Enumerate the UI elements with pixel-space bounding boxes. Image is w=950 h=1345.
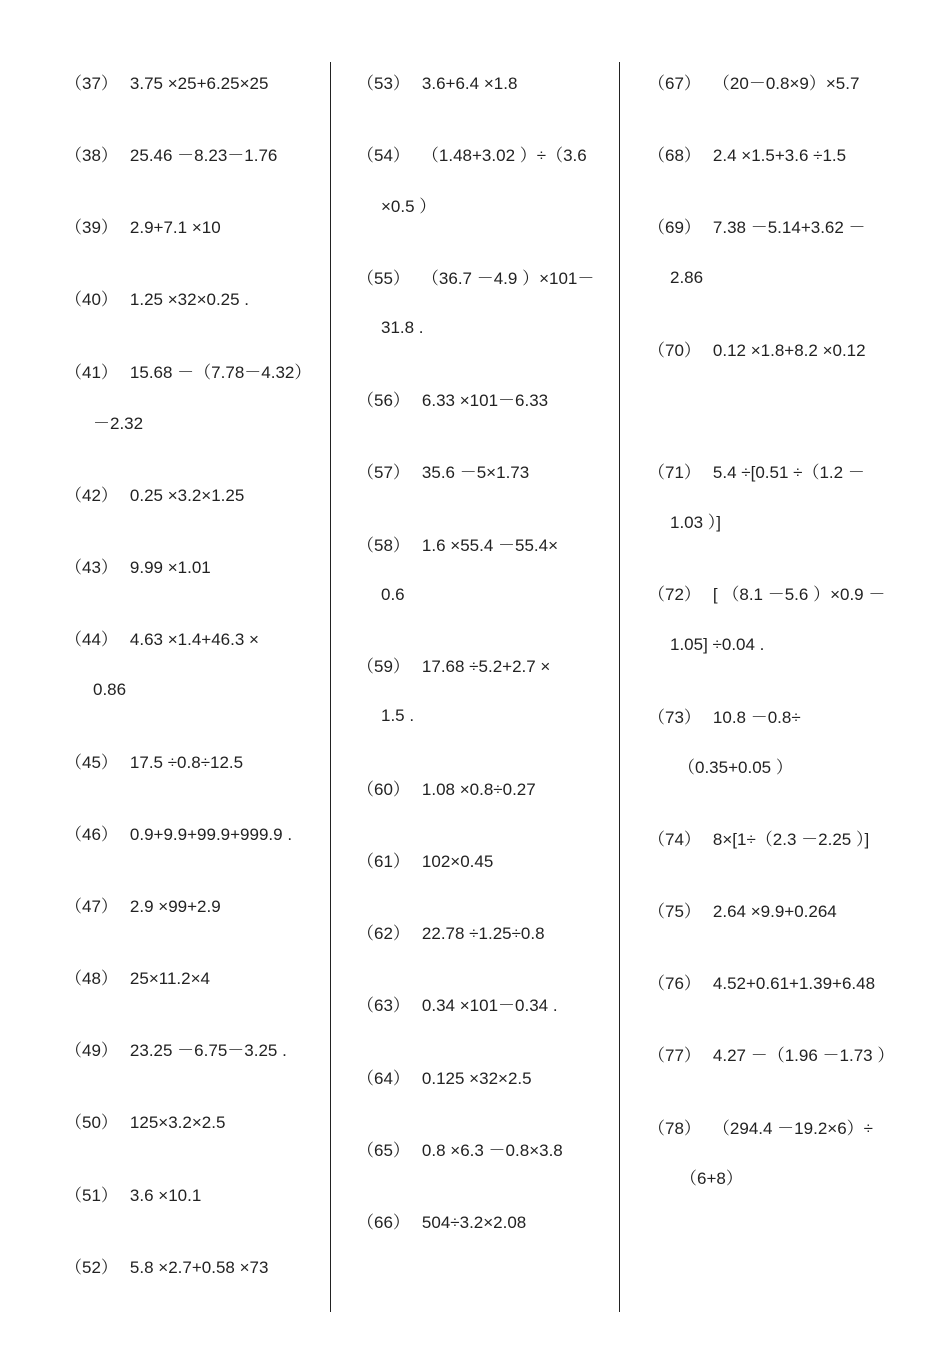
problem-expression: 504÷3.2×2.08 (421, 1213, 527, 1232)
problem-number: （54） (357, 146, 410, 165)
problem-expression: 15.68 －（7.78－4.32） (129, 363, 312, 382)
problem-item (357, 1069, 532, 1089)
problem-number: （50） (65, 1113, 118, 1132)
problem-expression-continuation: 2.86 (670, 268, 704, 287)
problem-expression: 1.08 ×0.8÷0.27 (421, 780, 536, 799)
problem-expression: 22.78 ÷1.25÷0.8 (421, 924, 545, 943)
problem-number: （52） (65, 1258, 118, 1277)
problem-item (357, 269, 594, 289)
problem-expression: 2.9+7.1 ×10 (129, 218, 221, 237)
problem-item (357, 996, 558, 1016)
problem-expression: 1.25 ×32×0.25 . (129, 290, 250, 309)
column-divider (619, 62, 620, 1312)
problem-number: （41） (65, 363, 118, 382)
problem-item (357, 74, 517, 94)
problem-number: （44） (65, 630, 118, 649)
problem-expression: 10.8 －0.8÷ (712, 708, 801, 727)
problem-number: （47） (65, 897, 118, 916)
problem-item (65, 1041, 287, 1061)
problem-expression: 4.63 ×1.4+46.3 × (129, 630, 259, 649)
problem-expression: 8×[1÷（2.3 －2.25 ）] (712, 830, 870, 849)
problem-number: （78） (648, 1119, 701, 1138)
problem-number: （40） (65, 290, 118, 309)
problem-item (65, 486, 244, 506)
problem-item (648, 74, 859, 94)
problem-item (357, 463, 529, 483)
problem-expression: 0.9+9.9+99.9+999.9 . (129, 825, 293, 844)
problem-expression-continuation: 1.03 ）] (670, 513, 722, 532)
problem-number: （43） (65, 558, 118, 577)
problem-number: （77） (648, 1046, 701, 1065)
problem-item (648, 1046, 894, 1066)
problem-item (648, 585, 885, 605)
problem-item (65, 146, 277, 166)
problem-number: （72） (648, 585, 701, 604)
problem-number: （67） (648, 74, 701, 93)
problem-item (65, 825, 292, 845)
problem-number: （39） (65, 218, 118, 237)
problem-expression: 17.68 ÷5.2+2.7 × (421, 657, 551, 676)
problem-item (357, 146, 587, 166)
problem-item (65, 1186, 201, 1206)
problem-expression-continuation: 1.05] ÷0.04 . (670, 635, 765, 654)
problem-expression: 4.52+0.61+1.39+6.48 (712, 974, 876, 993)
problem-expression: [ （8.1 －5.6 ）×0.9 － (712, 585, 886, 604)
problem-expression: 3.75 ×25+6.25×25 (129, 74, 269, 93)
problem-number: （53） (357, 74, 410, 93)
problem-item (65, 558, 211, 578)
problem-item (648, 341, 866, 361)
problem-number: （58） (357, 536, 410, 555)
problem-number: （51） (65, 1186, 118, 1205)
problem-expression: 25×11.2×4 (129, 969, 210, 988)
problem-number: （46） (65, 825, 118, 844)
problem-number: （62） (357, 924, 410, 943)
problem-expression: 3.6 ×10.1 (129, 1186, 202, 1205)
problem-item (648, 463, 865, 483)
problem-number: （73） (648, 708, 701, 727)
problem-number: （56） (357, 391, 410, 410)
problem-expression-continuation: ×0.5 ） (381, 197, 437, 216)
problem-item (357, 1213, 526, 1233)
problem-number: （37） (65, 74, 118, 93)
problem-number: （68） (648, 146, 701, 165)
problem-item (648, 902, 837, 922)
problem-expression: （1.48+3.02 ）÷（3.6 (421, 146, 587, 165)
problem-item (357, 536, 558, 556)
problem-expression: 125×3.2×2.5 (129, 1113, 226, 1132)
problem-number: （59） (357, 657, 410, 676)
problem-item (357, 780, 536, 800)
problem-item (357, 1141, 563, 1161)
problem-expression-continuation: 1.5 . (381, 706, 415, 725)
problem-expression-continuation: 0.86 (93, 680, 127, 699)
problem-item (65, 753, 243, 773)
problem-expression: 0.125 ×32×2.5 (421, 1069, 532, 1088)
problem-expression-continuation: 0.6 (381, 585, 405, 604)
problem-expression: 6.33 ×101－6.33 (421, 391, 549, 410)
problem-item (357, 852, 493, 872)
problem-expression-continuation: （6+8） (680, 1169, 743, 1188)
problem-item (357, 391, 548, 411)
problem-item (648, 146, 846, 166)
problem-expression: （294.4 －19.2×6）÷ (712, 1119, 873, 1138)
problem-number: （74） (648, 830, 701, 849)
problem-item (65, 74, 268, 94)
problem-number: （42） (65, 486, 118, 505)
problem-expression: 2.64 ×9.9+0.264 (712, 902, 837, 921)
problem-expression: 2.4 ×1.5+3.6 ÷1.5 (712, 146, 847, 165)
problem-expression: 25.46 －8.23－1.76 (129, 146, 278, 165)
problem-expression: 1.6 ×55.4 －55.4× (421, 536, 559, 555)
problem-number: （66） (357, 1213, 410, 1232)
problem-expression: 2.9 ×99+2.9 (129, 897, 221, 916)
problem-item (648, 218, 866, 238)
problem-number: （61） (357, 852, 410, 871)
problem-item (648, 1119, 873, 1139)
problem-number: （63） (357, 996, 410, 1015)
problem-number: （49） (65, 1041, 118, 1060)
problem-item (65, 969, 210, 989)
problem-number: （45） (65, 753, 118, 772)
problem-item (65, 290, 249, 310)
problem-expression: （36.7 －4.9 ）×101－ (421, 269, 595, 288)
problem-item (648, 708, 801, 728)
problem-item (648, 830, 869, 850)
problem-expression: 0.12 ×1.8+8.2 ×0.12 (712, 341, 866, 360)
problem-number: （76） (648, 974, 701, 993)
problem-item (65, 1258, 268, 1278)
problem-expression-continuation: 31.8 . (381, 318, 424, 337)
problem-expression: 4.27 －（1.96 －1.73 ） (712, 1046, 895, 1065)
problem-item (65, 363, 311, 383)
problem-number: （48） (65, 969, 118, 988)
problem-number: （70） (648, 341, 701, 360)
problem-expression-continuation: －2.32 (93, 414, 144, 433)
problem-number: （57） (357, 463, 410, 482)
problem-item (65, 630, 259, 650)
problem-number: （75） (648, 902, 701, 921)
problem-expression: 102×0.45 (421, 852, 494, 871)
problem-expression-continuation: （0.35+0.05 ） (678, 758, 793, 777)
problem-expression: （20－0.8×9）×5.7 (712, 74, 860, 93)
problem-expression: 5.8 ×2.7+0.58 ×73 (129, 1258, 269, 1277)
problem-number: （60） (357, 780, 410, 799)
problem-item (65, 1113, 225, 1133)
column-divider (330, 62, 331, 1312)
problem-expression: 3.6+6.4 ×1.8 (421, 74, 518, 93)
problem-expression: 0.8 ×6.3 －0.8×3.8 (421, 1141, 563, 1160)
problem-item (65, 897, 221, 917)
problem-item (65, 218, 221, 238)
problem-number: （38） (65, 146, 118, 165)
problem-number: （65） (357, 1141, 410, 1160)
problem-expression: 0.25 ×3.2×1.25 (129, 486, 245, 505)
problem-expression: 9.99 ×1.01 (129, 558, 211, 577)
problem-expression: 5.4 ÷[0.51 ÷（1.2 － (712, 463, 865, 482)
problem-item (648, 974, 875, 994)
problem-number: （71） (648, 463, 701, 482)
problem-expression: 35.6 －5×1.73 (421, 463, 530, 482)
problem-item (357, 924, 545, 944)
problem-expression: 17.5 ÷0.8÷12.5 (129, 753, 244, 772)
problem-item (357, 657, 550, 677)
problem-expression: 23.25 －6.75－3.25 . (129, 1041, 287, 1060)
problem-expression: 7.38 －5.14+3.62 － (712, 218, 866, 237)
problem-number: （69） (648, 218, 701, 237)
problem-expression: 0.34 ×101－0.34 . (421, 996, 558, 1015)
problem-number: （64） (357, 1069, 410, 1088)
problem-number: （55） (357, 269, 410, 288)
